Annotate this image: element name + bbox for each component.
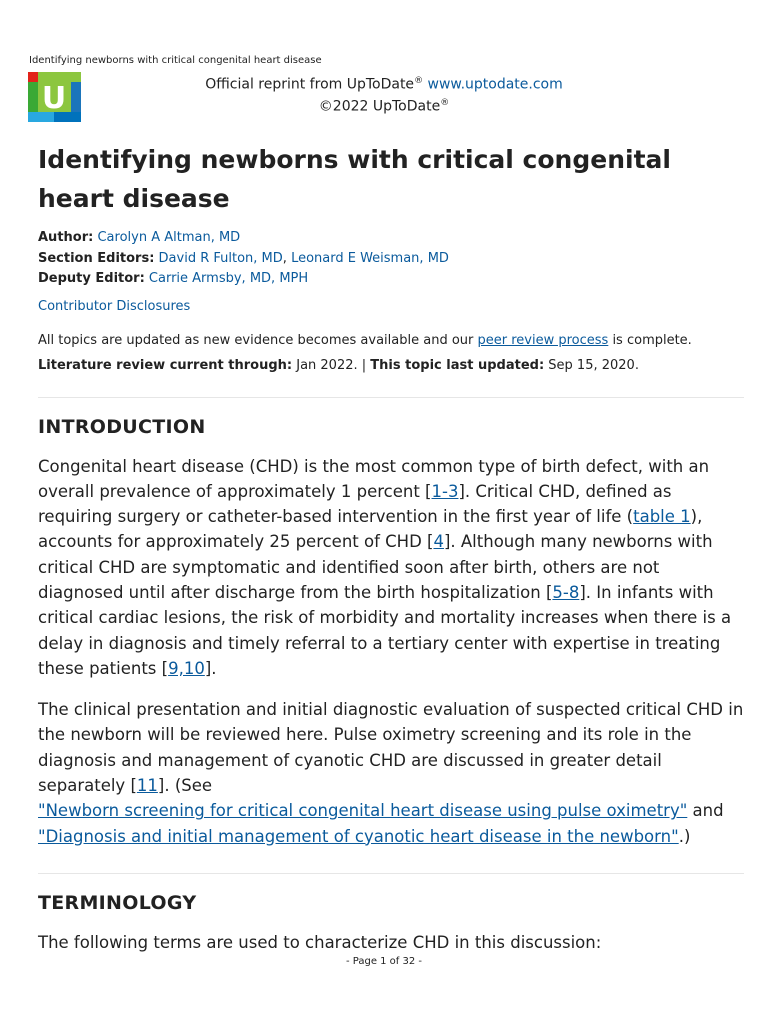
author-label: Author: xyxy=(38,230,94,245)
lit-review-value: Jan 2022. | xyxy=(292,357,371,373)
section-heading-introduction: INTRODUCTION xyxy=(38,415,206,438)
reference-link[interactable]: 5-8 xyxy=(552,582,580,602)
divider xyxy=(38,397,744,398)
reference-link[interactable]: 11 xyxy=(136,776,158,796)
last-updated-label: This topic last updated: xyxy=(370,357,545,373)
section-editor-link[interactable]: David R Fulton, MD xyxy=(158,250,283,266)
lit-review-label: Literature review current through: xyxy=(38,357,293,373)
registered-mark: ® xyxy=(440,97,450,108)
registered-mark: ® xyxy=(414,76,424,86)
paragraph-text: .) xyxy=(678,826,691,846)
copyright-text: ©2022 UpToDate xyxy=(318,98,441,115)
separator: , xyxy=(282,250,287,266)
running-header: Identifying newborns with critical congenital heart disease xyxy=(29,55,322,66)
update-notice xyxy=(38,333,744,348)
page-title: Identifying newborns with critical congenital heart disease xyxy=(38,145,671,213)
intro-paragraph-2 xyxy=(38,697,744,849)
paragraph-text: ]. Critical CHD, defined as requiring surgery or catheter-based intervention in the first year of life ( xyxy=(38,481,672,527)
section-editors-label: Section Editors: xyxy=(38,250,155,266)
paragraph-text: ]. In infants with critical cardiac lesions, the risk of morbidity and mortality increases when there is a delay in diagnosis and timely referral to a tertiary center with expertise in treating these patients [ xyxy=(38,582,732,678)
update-notice-text: is complete. xyxy=(608,332,692,348)
uptodate-link[interactable]: www.uptodate.com xyxy=(427,76,563,93)
reference-link[interactable]: 1-3 xyxy=(431,481,459,501)
paragraph-text: ]. xyxy=(204,658,217,678)
divider xyxy=(38,873,744,874)
table-link[interactable]: table 1 xyxy=(633,507,691,527)
deputy-editor-link[interactable]: Carrie Armsby, MD, MPH xyxy=(148,271,309,286)
deputy-editor-label: Deputy Editor: xyxy=(38,271,145,286)
review-dates xyxy=(38,358,744,373)
paragraph-text: and xyxy=(687,801,724,821)
topic-link-cyanotic-heart-disease[interactable]: "Diagnosis and initial management of cyanotic heart disease in the newborn" xyxy=(38,826,679,846)
paragraph-text: The clinical presentation and initial diagnostic evaluation of suspected critical CHD in the newborn will be reviewed here. Pulse oximetry screening and its role in the diagnosis and management of cyanotic CHD are discussed in greater detail separately [ xyxy=(38,700,744,796)
section-editor-link[interactable]: Leonard E Weisman, MD xyxy=(291,250,449,266)
article-meta xyxy=(38,228,744,290)
contributor-disclosures-link[interactable]: Contributor Disclosures xyxy=(38,298,191,314)
author-link[interactable]: Carolyn A Altman, MD xyxy=(97,230,241,245)
page-footer: - Page 1 of 32 - xyxy=(345,956,423,967)
topic-link-pulse-oximetry[interactable]: "Newborn screening for critical congenital heart disease using pulse oximetry" xyxy=(38,801,688,821)
paragraph-text: ]. Although many newborns with critical CHD are symptomatic and identified soon after birth, others are not diagnosed until after discharge from the birth hospitalization [ xyxy=(38,532,713,602)
update-notice-text: All topics are updated as new evidence becomes available and our xyxy=(38,332,478,348)
reprint-notice xyxy=(0,72,768,115)
paragraph-text: ]. (See xyxy=(157,776,213,796)
intro-paragraph-1 xyxy=(38,454,744,682)
last-updated-value: Sep 15, 2020. xyxy=(544,357,639,373)
paragraph-text: Congenital heart disease (CHD) is the most common type of birth defect, with an overall prevalence of approximately 1 percent [ xyxy=(38,456,710,501)
reference-link[interactable]: 9,10 xyxy=(168,658,205,678)
paragraph-text: ), accounts for approximately 25 percent of CHD [ xyxy=(38,507,703,552)
logo-letter: U xyxy=(41,81,67,116)
reference-link[interactable]: 4 xyxy=(433,532,444,552)
reprint-text: Official reprint from UpToDate xyxy=(205,76,415,93)
terminology-paragraph: The following terms are used to characterize CHD in this discussion: xyxy=(38,932,602,952)
article-content xyxy=(38,140,744,955)
section-heading-terminology: TERMINOLOGY xyxy=(38,891,197,914)
peer-review-link[interactable]: peer review process xyxy=(477,332,609,348)
